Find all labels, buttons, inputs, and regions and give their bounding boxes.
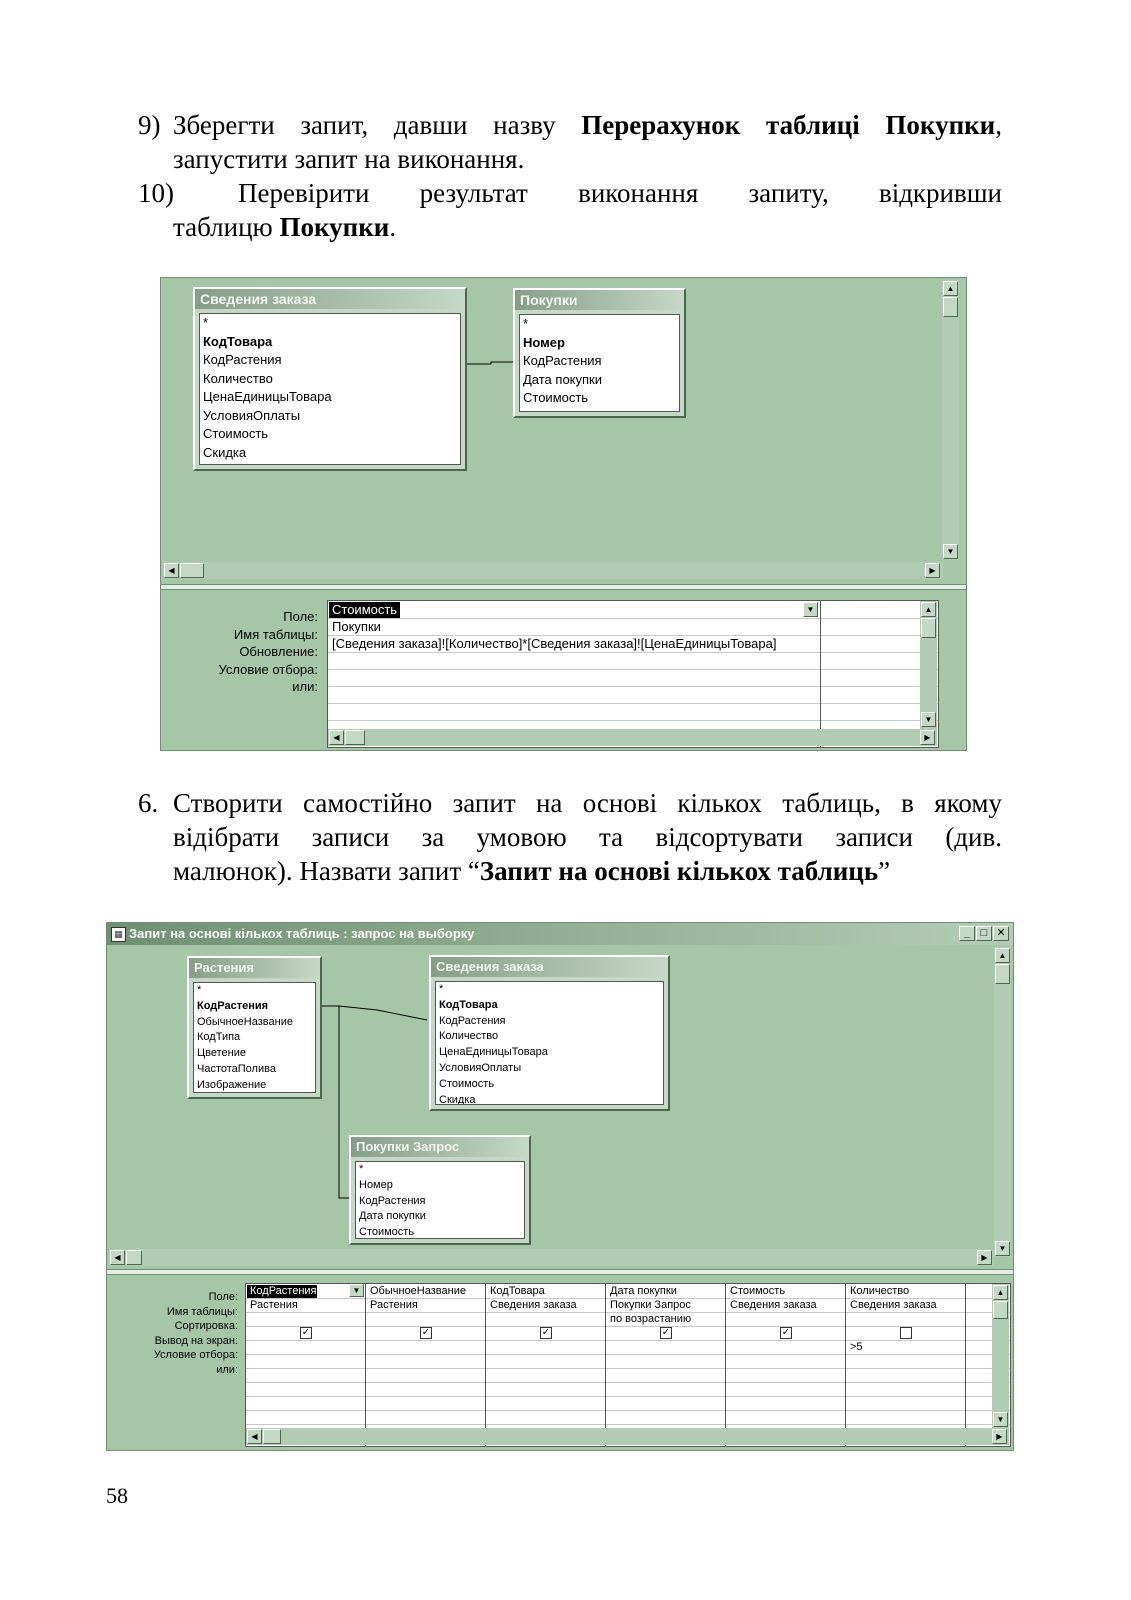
minimize-button[interactable]: _ [959,926,975,941]
item-10-number: 10) [138,178,174,208]
item-10-line2: таблицю [173,212,280,242]
row-label-table: Имя таблицы: [233,626,318,642]
show-checkbox[interactable]: ✓ [301,1327,311,1338]
grid-horizontal-scrollbar[interactable] [328,729,937,746]
field-item[interactable]: КодРастения [359,1194,426,1207]
query-design-grid[interactable] [245,1283,1011,1447]
grid-horizontal-scrollbar[interactable] [246,1428,1009,1445]
criteria-cell[interactable]: >5 [850,1341,863,1353]
field-item[interactable]: * [197,984,202,996]
scroll-left-icon[interactable]: ◀ [164,563,179,578]
field-item-key[interactable]: КодТовара [203,333,273,349]
vertical-scrollbar[interactable] [994,947,1011,1257]
show-checkbox[interactable]: ✓ [661,1327,671,1338]
field-item[interactable]: Дата покупки [523,371,602,387]
field-item[interactable]: Стоимость [523,390,589,405]
scroll-thumb[interactable] [345,730,365,745]
dropdown-arrow-icon[interactable]: ▼ [803,602,818,617]
item-6-quote: ” [878,856,891,886]
item-6-line1: Створити самостійно запит на основі кількох таблиць, в якому [173,788,1002,818]
grid-vertical-scrollbar[interactable] [992,1284,1009,1428]
item-9-number: 9) [138,110,161,140]
row-label-update: Обновление: [239,644,318,660]
row-label-show: Вывод на экран: [154,1334,238,1347]
show-checkbox[interactable]: ✓ [421,1327,431,1338]
item-9-text: Зберегти запит, давши назву [173,110,582,140]
field-list[interactable] [519,314,680,412]
table-name-cell[interactable]: Сведения заказа [850,1299,937,1311]
relationship-line-1 [322,1006,427,1020]
query-window-icon: ▦ [111,927,126,942]
field-item[interactable]: КодРастения [203,352,282,367]
scroll-right-icon[interactable]: ▶ [992,1429,1007,1444]
grid-vertical-scrollbar[interactable] [920,601,937,729]
row-label-field: Поле: [208,1291,238,1303]
table-window-pokupki-zapros[interactable] [349,1135,531,1245]
maximize-button[interactable]: □ [976,926,992,941]
field-item[interactable]: Скидка [439,1093,476,1105]
sort-cell[interactable]: по возрастанию [610,1313,692,1325]
field-cell[interactable]: КодТовара [490,1285,545,1297]
field-item[interactable]: Изображение [197,1078,267,1091]
table-name-cell[interactable]: Сведения заказа [730,1299,817,1311]
grid-row-labels [117,1290,238,1378]
relationship-line-1 [465,362,516,364]
item-6 [138,786,1002,888]
table-window-pokupki[interactable] [513,288,686,418]
vertical-scrollbar[interactable] [942,280,959,560]
item-10 [138,176,1002,244]
item-9-comma: , [995,110,1002,140]
show-checkbox[interactable]: ✓ [781,1327,791,1338]
field-item[interactable]: Стоимость [359,1226,415,1239]
scroll-up-icon[interactable]: ▲ [993,1285,1008,1300]
horizontal-scrollbar[interactable] [163,562,943,579]
field-item-key[interactable]: КодРастения [197,999,269,1012]
scroll-left-icon[interactable]: ◀ [247,1429,262,1444]
field-list[interactable] [435,981,664,1105]
field-item[interactable]: КодТипа [197,1031,241,1044]
table-cell[interactable]: Покупки [332,619,381,634]
row-label-table: Имя таблицы: [166,1305,238,1318]
show-checkbox[interactable]: ✓ [541,1327,551,1338]
scroll-left-icon[interactable]: ◀ [329,730,344,745]
row-label-field: Поле: [283,609,318,624]
field-cell[interactable]: Дата покупки [610,1285,677,1297]
query-name-bold: Перерахунок таблиці Покупки [581,110,996,140]
scroll-down-icon[interactable]: ▼ [993,1412,1008,1427]
scroll-left-icon[interactable]: ◀ [110,1250,125,1265]
field-item[interactable]: Стоимость [439,1077,495,1090]
scroll-thumb[interactable] [921,618,936,638]
field-list[interactable] [193,982,316,1093]
field-cell[interactable]: Количество [850,1285,910,1297]
field-item[interactable]: Дата покупки [359,1210,426,1223]
field-cell[interactable]: ОбычноеНазвание [370,1285,466,1297]
scroll-down-icon[interactable]: ▼ [995,1241,1010,1256]
field-item[interactable]: КодРастения [523,353,602,368]
scroll-thumb[interactable] [180,563,204,578]
field-item[interactable]: * [203,315,209,330]
field-item[interactable]: * [359,1163,364,1175]
row-label-or: или: [292,679,318,695]
item-6-line3: малюнок). Назвати запит “ [173,856,480,886]
item-6-number: 6. [138,788,159,818]
field-item[interactable]: Номер [359,1178,393,1191]
scroll-thumb[interactable] [126,1250,142,1265]
scroll-thumb[interactable] [993,1301,1008,1319]
field-item[interactable]: * [439,983,444,995]
query-title-bold: Запит на основі кількох таблиць [479,856,879,886]
scroll-up-icon[interactable]: ▲ [921,602,936,617]
item-6-line2: відібрати записи за умовою та відсортувати записи (див. [173,822,1002,852]
row-label-or: или: [216,1363,238,1376]
field-item[interactable]: Количество [439,1030,499,1043]
field-item[interactable]: * [523,316,529,331]
dropdown-arrow-icon[interactable]: ▼ [349,1284,364,1297]
scroll-right-icon[interactable]: ▶ [920,730,935,745]
row-label-criteria: Условие отбора: [153,1349,238,1362]
field-item[interactable]: ОбычноеНазвание [197,1015,293,1028]
close-button[interactable]: ✕ [993,926,1009,941]
field-item-key[interactable]: КодТовара [439,998,498,1011]
field-item[interactable]: УсловияОплаты [439,1061,522,1074]
item-9-line2: запустити запит на виконання. [173,144,525,174]
table-name-bold: Покупки [279,212,390,242]
table-window-title[interactable]: Сведения заказа [431,957,668,977]
row-label-criteria: Условие отбора: [218,661,318,677]
query-design-grid[interactable] [327,600,939,748]
table-window-title[interactable]: Покупки Запрос [351,1137,529,1157]
show-checkbox[interactable] [900,1327,912,1339]
field-item[interactable]: ЦенаЕдиницыТовара [439,1046,548,1059]
table-name-cell[interactable]: Покупки Запрос [610,1299,691,1311]
scroll-up-icon[interactable]: ▲ [943,281,958,296]
scroll-right-icon[interactable]: ▶ [925,563,940,578]
pane-splitter[interactable] [107,1269,1013,1275]
select-query-window [106,922,1014,1451]
field-list[interactable] [199,313,461,465]
field-item[interactable]: Скидка [203,444,247,460]
table-window-title[interactable]: Растения [189,958,320,978]
item-10-period: . [389,212,397,242]
table-window-rasteniya[interactable] [187,956,322,1099]
field-item[interactable]: УсловияОплаты [203,407,301,423]
field-item[interactable]: Стоимость [203,426,269,441]
scroll-up-icon[interactable]: ▲ [995,948,1010,963]
table-name-cell[interactable]: Сведения заказа [490,1299,577,1311]
scroll-down-icon[interactable]: ▼ [921,712,936,727]
field-item[interactable]: КодРастения [439,1014,506,1027]
field-cell[interactable]: Стоимость [730,1285,786,1297]
field-item[interactable]: Цветение [197,1047,246,1060]
table-name-cell[interactable]: Растения [250,1299,298,1311]
scroll-down-icon[interactable]: ▼ [943,544,958,559]
scroll-thumb[interactable] [263,1429,281,1444]
table-window-svedeniya-zakaza[interactable] [193,287,467,471]
scroll-right-icon[interactable]: ▶ [977,1250,992,1265]
field-cell[interactable]: Стоимость [329,602,400,618]
field-item[interactable]: ЧастотаПолива [197,1062,276,1075]
field-item[interactable]: Количество [203,370,273,386]
field-item[interactable]: ЦенаЕдиницыТовара [203,389,332,404]
table-window-title[interactable]: Покупки [515,290,684,310]
scroll-thumb[interactable] [995,964,1010,984]
grid-row-labels [181,608,318,696]
row-label-sort: Сортировка: [174,1320,238,1333]
table-window-title[interactable]: Сведения заказа [195,289,465,309]
field-cell[interactable]: КодРастения [247,1285,317,1298]
item-9 [138,108,1002,176]
table-window-svedeniya-zakaza[interactable] [429,955,670,1111]
window-title: Запит на основі кількох таблиць : запрос на выборку [107,923,1013,945]
update-query-screenshot [160,277,967,751]
item-10-text: Перевірити результат виконання запиту, відкривши [238,178,1002,208]
scroll-thumb[interactable] [943,297,958,317]
table-name-cell[interactable]: Растения [370,1299,418,1311]
update-cell[interactable]: [Сведения заказа]![Количество]*[Сведения заказа]![ЦенаЕдиницыТовара] [332,636,777,651]
page-number: 58 [106,1483,128,1508]
horizontal-scrollbar[interactable] [109,1249,994,1266]
field-list[interactable] [355,1161,525,1239]
field-item-key[interactable]: Номер [523,334,565,350]
pane-splitter[interactable] [161,584,966,590]
